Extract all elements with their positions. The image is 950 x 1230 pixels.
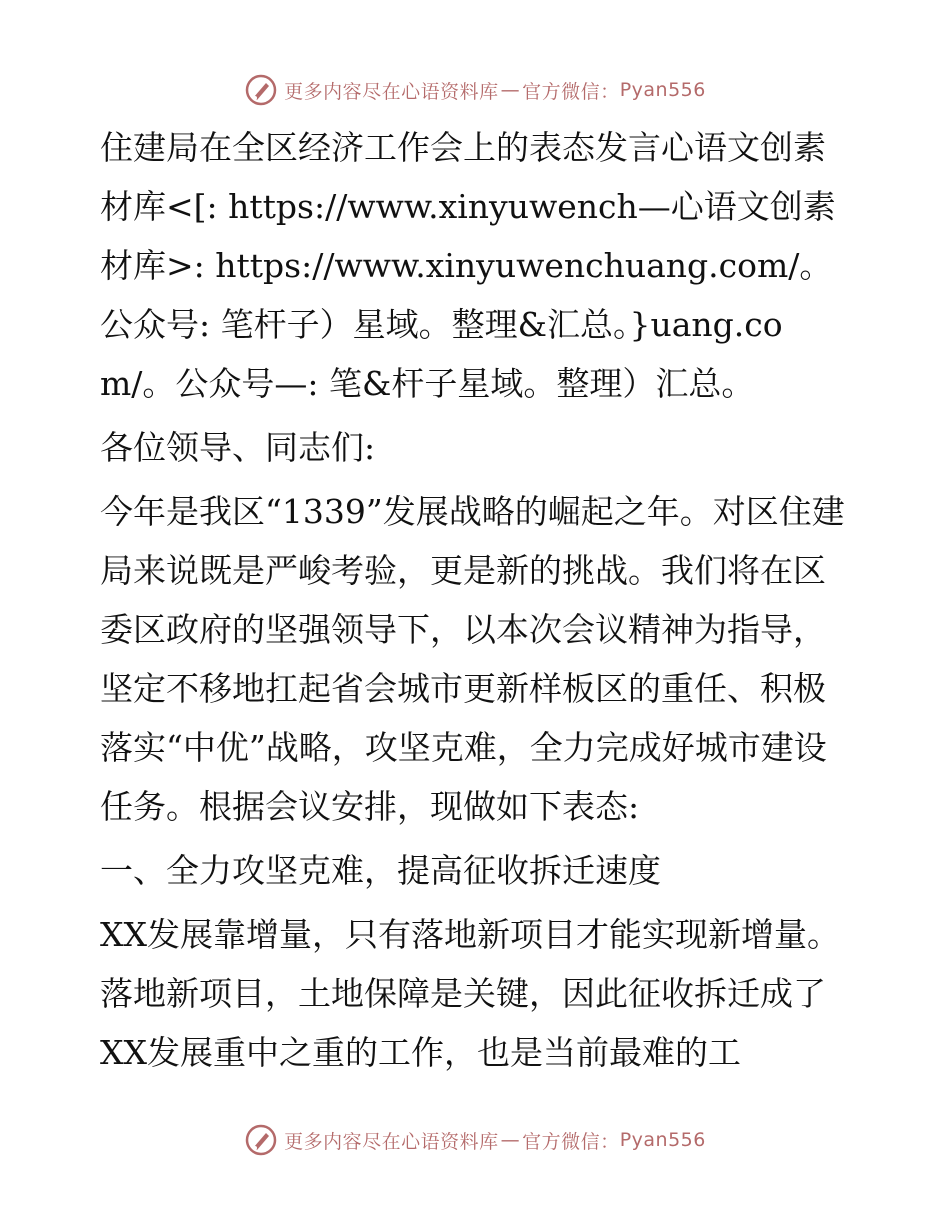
paragraph-intro: 今年是我区“1339”发展战略的崛起之年。对区住建局来说既是严峻考验，更是新的挑战。我们将在区委区政府的坚强领导下，以本次会议精神为指导，坚定不移地扛起省会城市更新样板区的重任、积极落实“中优”战略，攻坚克难，全力完成好城市建设任务。根据会议安排，现做如下表态:: [100, 492, 845, 826]
watermark-wechat-label: 官方微信：: [522, 80, 620, 103]
watermark-dash: —: [500, 79, 521, 101]
watermark-dash: —: [500, 1129, 521, 1151]
watermark-wechat-id: Pyan556: [619, 1129, 706, 1151]
paragraph-section-1: XX发展靠增量，只有落地新项目才能实现新增量。落地新项目，土地保障是关键，因此征收拆迁成了XX发展重中之重的工作，也是当前最难的工: [100, 915, 840, 1072]
footer-watermark: [0, 1120, 950, 1160]
watermark-wechat-id: Pyan556: [619, 79, 706, 101]
document-body: [100, 118, 848, 1082]
watermark-site-text: 更多内容尽在心语资料库: [284, 80, 499, 103]
paragraph-title: 住建局在全区经济工作会上的表态发言心语文创素材库<[: https://www.xinyuwench—心语文创素材库>: https://www.xinyuwenchuang.com/。公众号: 笔杆子）星域。整理&汇总。}uang.com/。公众号—: 笔&杆子星域。整理）汇总。: [100, 128, 836, 403]
watermark-site-text: 更多内容尽在心语资料库: [284, 1130, 499, 1153]
pen-circle-icon: [244, 73, 278, 107]
watermark-wechat-label: 官方微信：: [522, 1130, 620, 1153]
pen-circle-icon: [244, 1123, 278, 1157]
header-watermark: [0, 70, 950, 110]
paragraph-salutation: 各位领导、同志们:: [100, 428, 376, 467]
section-heading-1: 一、全力攻坚克难，提高征收拆迁速度: [100, 851, 661, 890]
